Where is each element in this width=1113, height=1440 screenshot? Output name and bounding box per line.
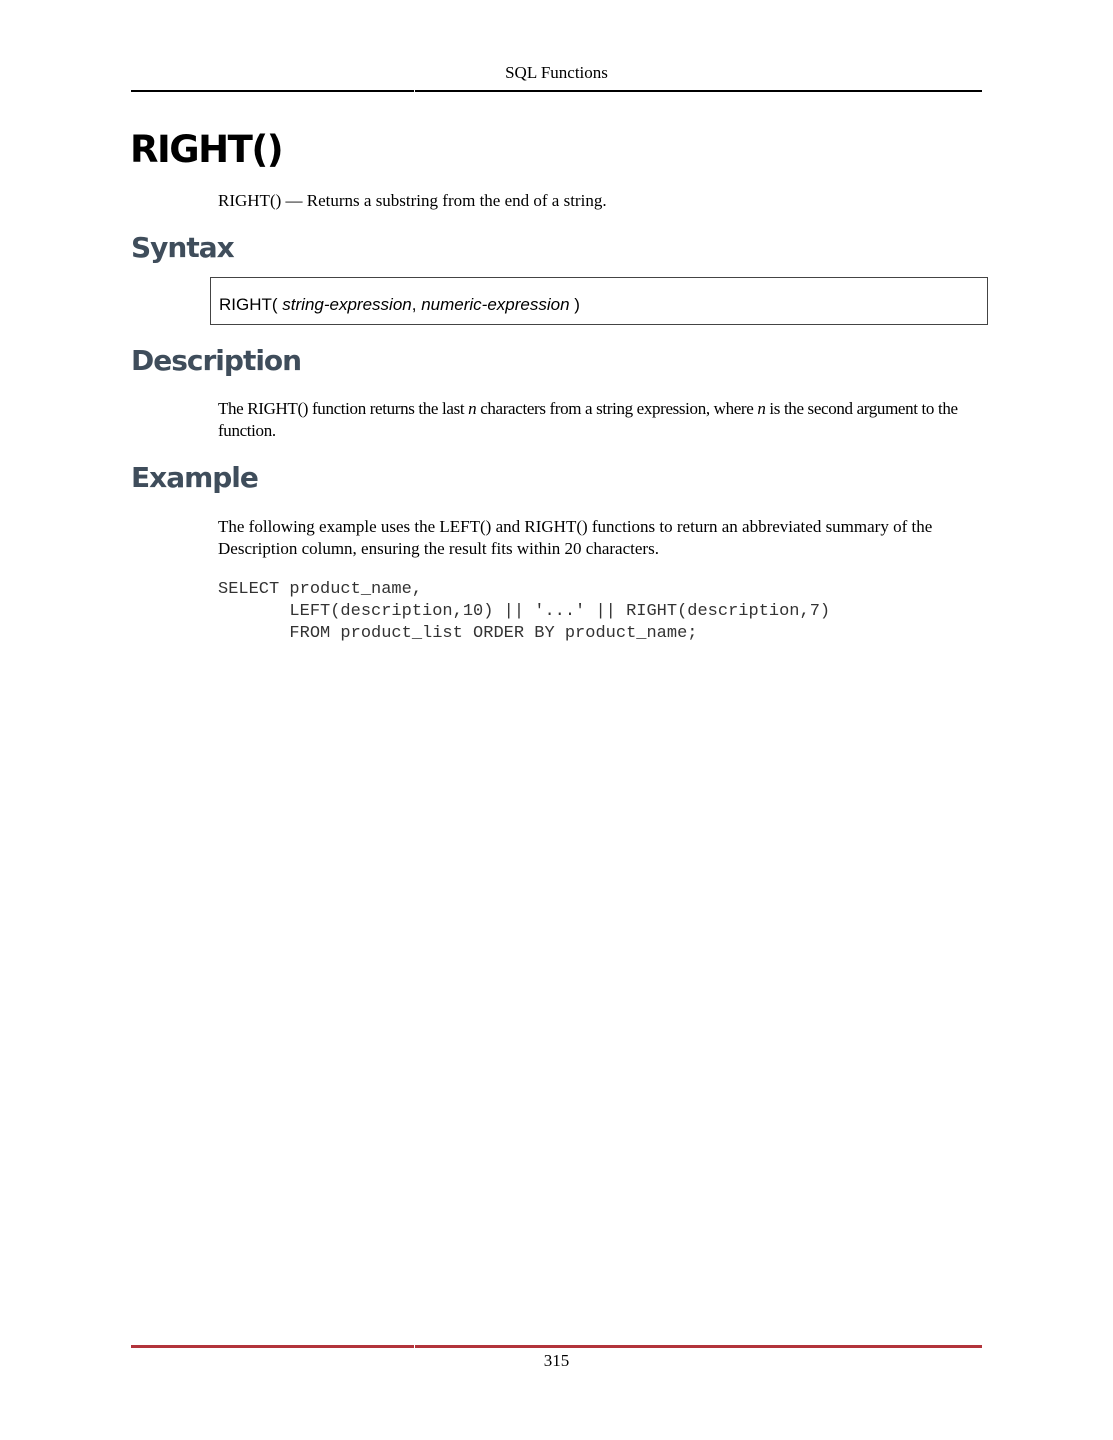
description-text-2: characters from a string expression, where [476,399,758,418]
code-line: FROM product_list ORDER BY product_name; [218,624,698,643]
syntax-separator: , [411,295,417,314]
refpurpose: RIGHT() — Returns a substring from the end of a string. [218,191,607,210]
syntax-function-name: RIGHT( [219,295,278,314]
syntax-synopsis [210,277,988,325]
page-title: RIGHT() [130,128,283,171]
code-line: LEFT(description,10) || '...' || RIGHT(description,7) [218,602,831,621]
syntax-close-paren: ) [574,295,580,314]
header-rule-left [131,90,414,92]
footer-rule-left [131,1345,414,1348]
syntax-heading: Syntax [131,231,234,264]
description-text-1: The RIGHT() function returns the last [218,399,469,418]
running-header: SQL Functions [505,63,608,82]
footer-rule [131,1345,982,1348]
example-heading: Example [131,461,258,494]
description-var-n-2: n [757,399,766,418]
description-paragraph [218,398,984,442]
header-rule-right [415,90,982,92]
example-code-block [218,579,830,645]
description-var-n: n [468,399,477,418]
example-paragraph: The following example uses the LEFT() and RIGHT() functions to return an abbreviated summary of the Description column, ensuring the result fits within 20 characters. [218,517,933,558]
description-heading: Description [131,344,302,377]
footer-rule-right [415,1345,982,1348]
description-text-3: is the second argument to the function. [218,399,958,440]
syntax-arg-string-expression: string-expression [282,295,412,314]
header-rule [131,90,982,92]
page-number: 315 [543,1351,570,1370]
syntax-arg-numeric-expression: numeric-expression [421,295,570,314]
code-line: SELECT product_name, [218,580,423,599]
